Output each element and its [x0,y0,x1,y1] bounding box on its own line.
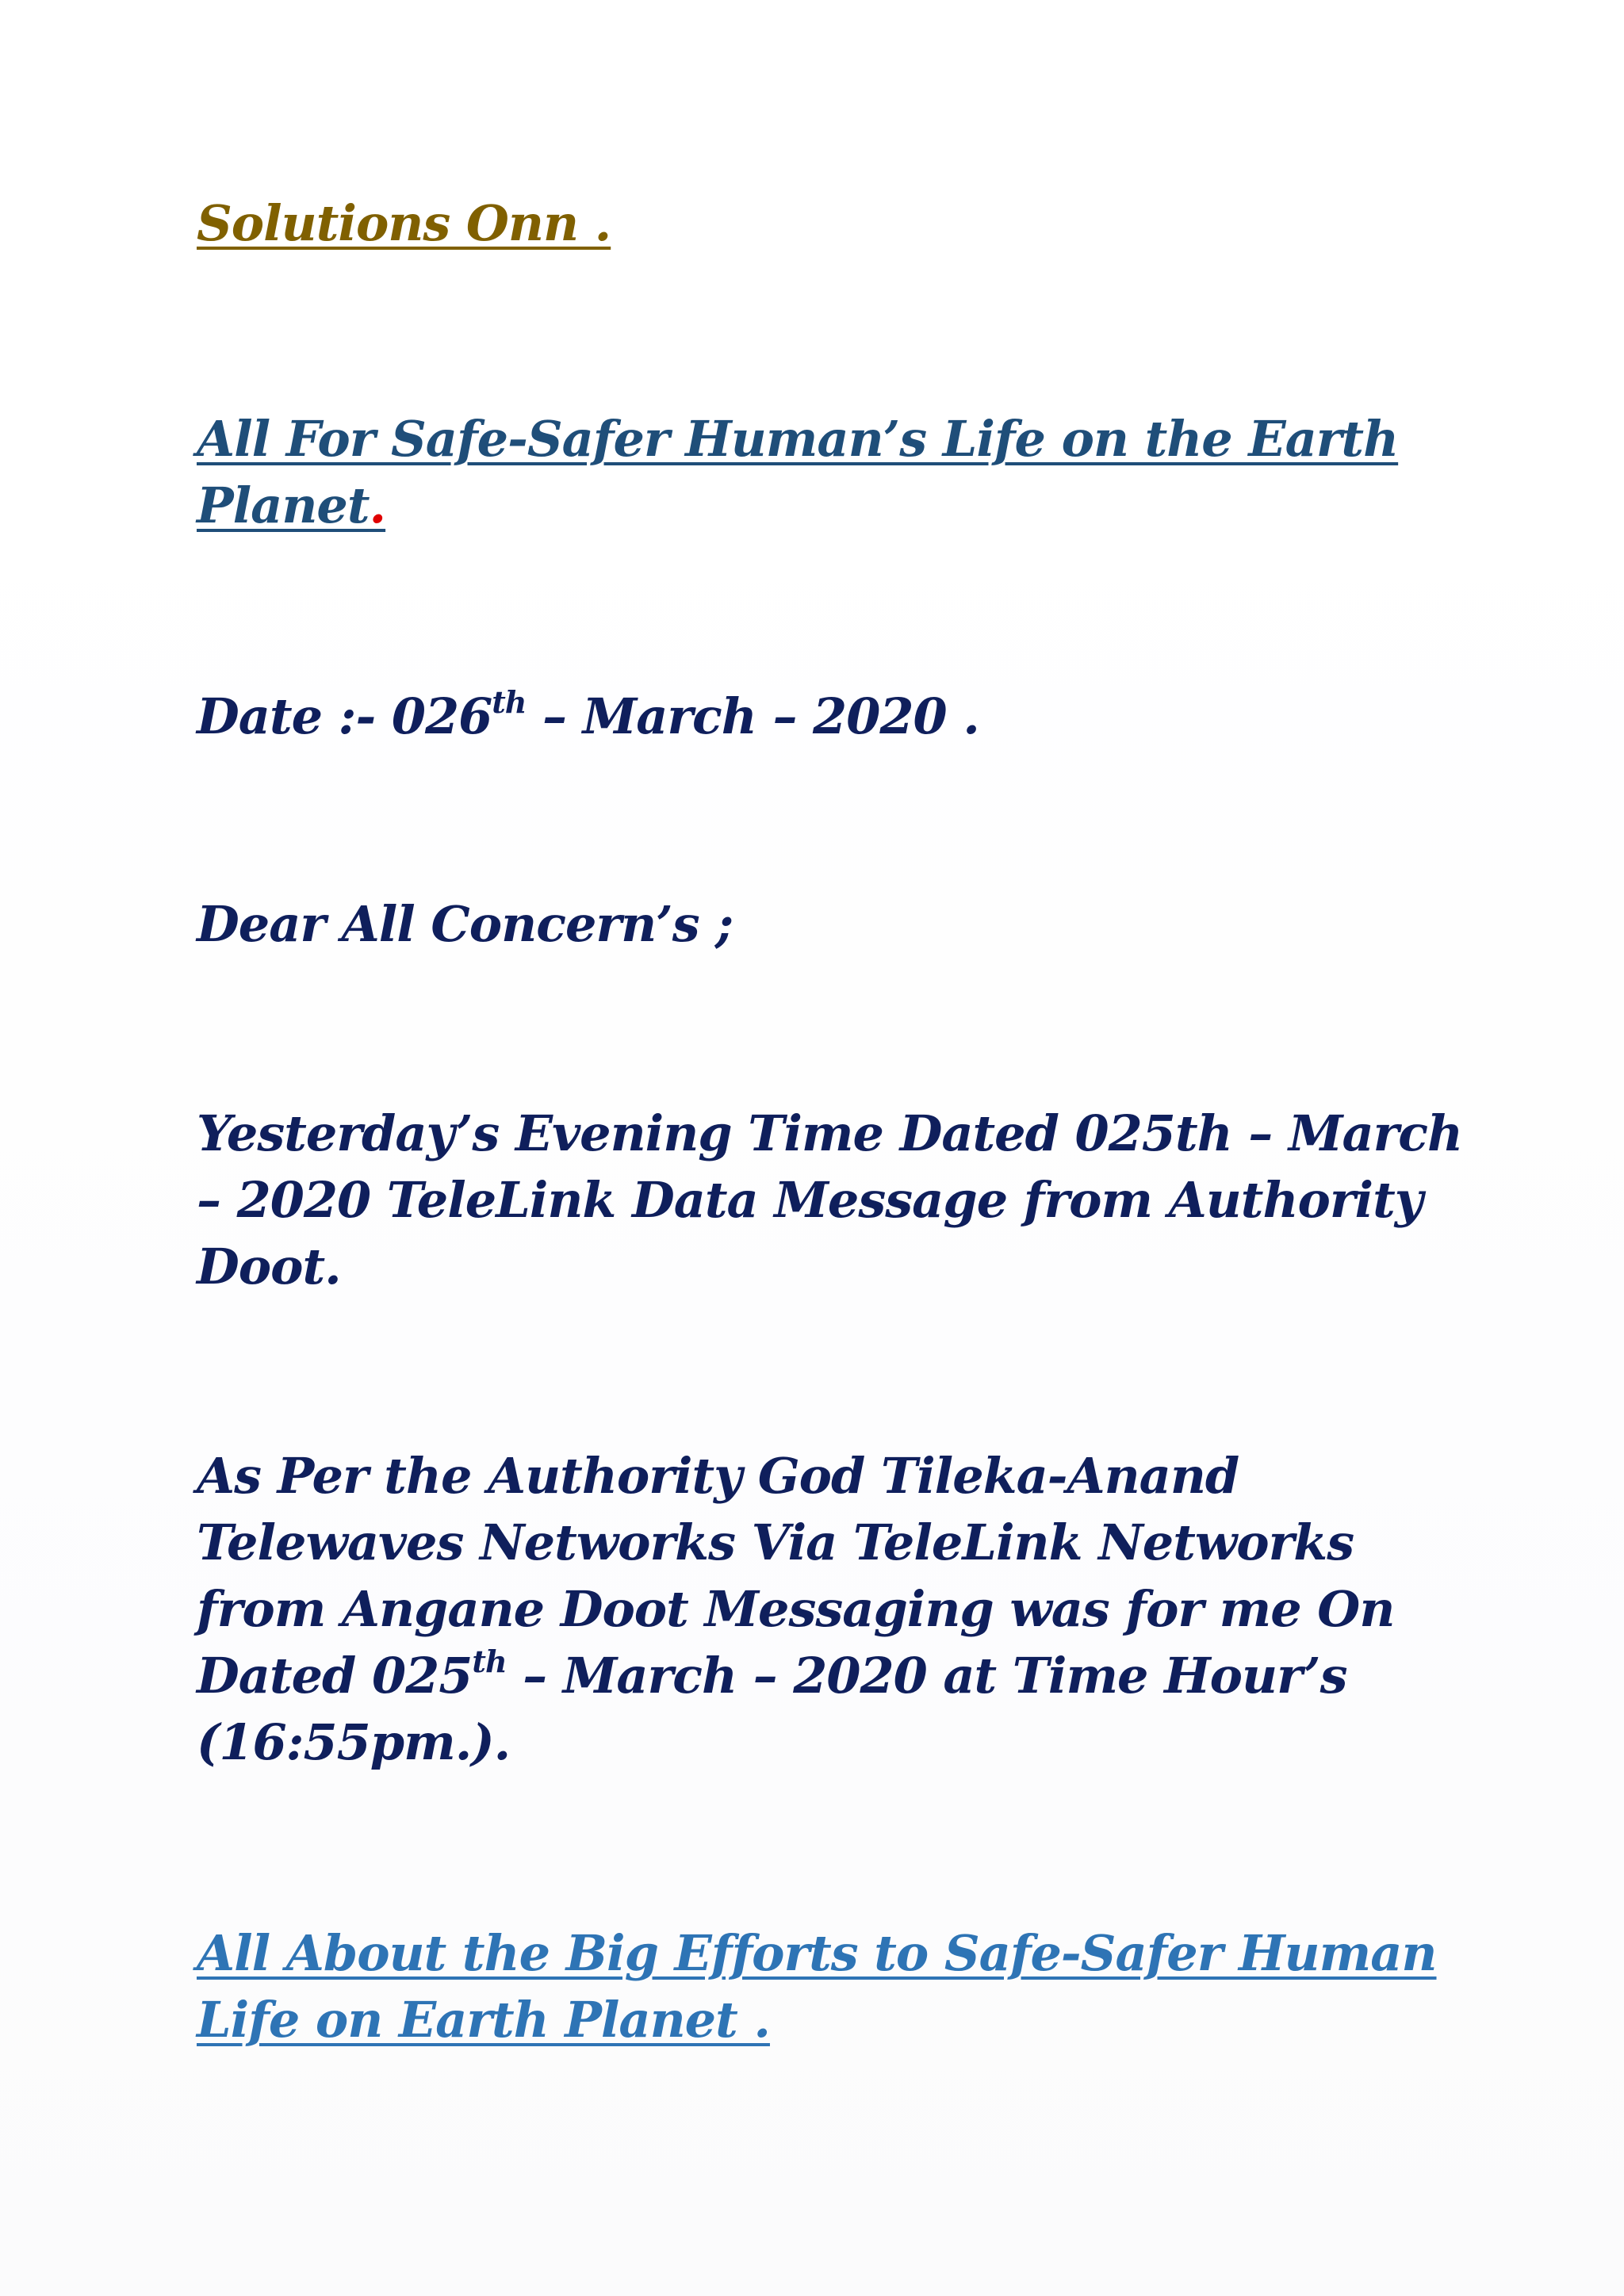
date-superscript: th [492,684,527,720]
document-title [197,190,611,257]
paragraph-2-line-5: (16:55pm.). [197,1713,511,1771]
greeting-text: Dear All Concern’s ; [197,895,733,953]
greeting-line [197,891,733,958]
heading-line-2 [197,473,1398,539]
paragraph-2 [197,1443,1394,1776]
paragraph-2-line-3: from Angane Doot Messaging was for me On [197,1580,1395,1638]
date-prefix: Date :- 026 [197,687,492,745]
paragraph-2-superscript: th [472,1644,507,1679]
footer-heading [197,1920,1437,2053]
heading-line-1: All For Safe-Safer Human’s Life on the Earth [197,410,1399,468]
document-heading [197,406,1398,539]
paragraph-1-line-2: – 2020 TeleLink Data Message from Authority [197,1171,1423,1229]
paragraph-2-line-4-prefix: Dated 025 [197,1647,473,1705]
date-suffix: – March – 2020 . [526,687,979,745]
heading-period: . [369,476,386,534]
paragraph-1-line-3: Doot. [197,1238,341,1295]
paragraph-2-line-4 [197,1643,1394,1709]
paragraph-1-line-1: Yesterday’s Evening Time Dated 025th – March [197,1104,1463,1162]
footer-line-1: All About the Big Efforts to Safe-Safer Human [197,1924,1437,1982]
title-text: Solutions Onn . [197,194,611,252]
paragraph-2-line-4-suffix: – March – 2020 at Time Hour’s [506,1647,1347,1705]
footer-line-2: Life on Earth Planet . [197,1991,770,2049]
date-line [197,683,979,750]
paragraph-2-line-1: As Per the Authority God Tileka-Anand [197,1447,1239,1505]
heading-line-2-text: Planet [197,476,370,534]
paragraph-2-line-2: Telewaves Networks Via TeleLink Networks [197,1513,1354,1571]
paragraph-1 [197,1100,1462,1300]
